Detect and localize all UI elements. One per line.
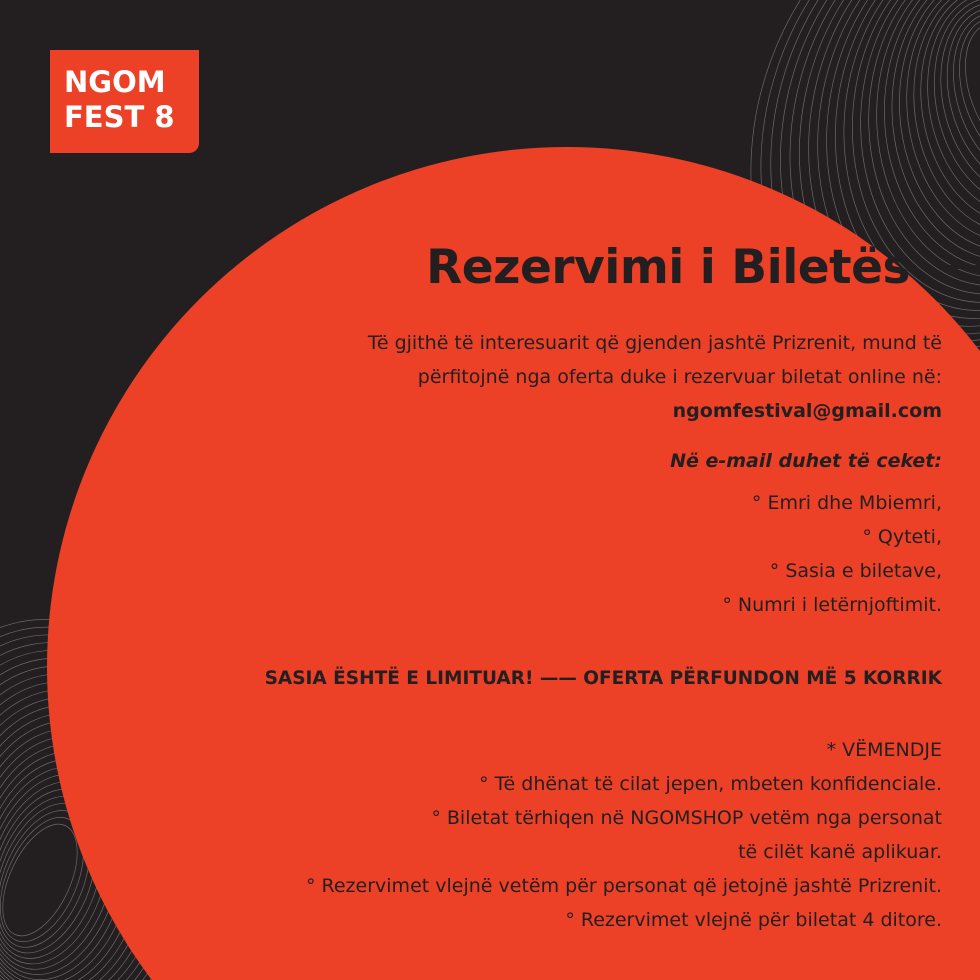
attention-block [306, 733, 942, 937]
logo-line-1: NGOM [64, 65, 166, 99]
list-item: ° Emri dhe Mbiemri, [751, 492, 942, 514]
list-item: ° Sasia e biletave, [769, 560, 942, 582]
email-note: Në e-mail duhet të ceket: [670, 450, 942, 472]
attention-line: të cilët kanë aplikuar. [738, 841, 942, 863]
attention-heading: * VËMENDJE [826, 739, 942, 761]
logo-line-2: FEST 8 [64, 100, 175, 134]
title-row [426, 232, 980, 302]
email-address: ngomfestival@gmail.com [672, 400, 942, 422]
intro-text [368, 326, 942, 428]
ngom-fest-logo [50, 50, 199, 153]
attention-line: ° Të dhënat të cilat jepen, mbeten konfidenciale. [479, 773, 942, 795]
intro-line-1: Të gjithë të interesuarit që gjenden jashtë Prizrenit, mund të [367, 332, 942, 354]
title-dash [940, 265, 980, 269]
limit-notice: SASIA ËSHTË E LIMITUAR! —— OFERTA PËRFUNDON MË 5 KORRIK [264, 668, 942, 689]
attention-line: ° Rezervimet vlejnë për biletat 4 ditore. [565, 909, 942, 931]
intro-line-2: përfitojnë nga oferta duke i rezervuar biletat online në: [417, 366, 942, 388]
required-fields-list [722, 486, 942, 622]
list-item: ° Numri i letërnjoftimit. [722, 594, 942, 616]
page-title: Rezervimi i Biletës [426, 239, 910, 295]
attention-line: ° Biletat tërhiqen në NGOMSHOP vetëm nga personat [431, 807, 942, 829]
attention-line: ° Rezervimet vlejnë vetëm për personat që jetojnë jashtë Prizrenit. [305, 875, 942, 897]
list-item: ° Qyteti, [862, 526, 942, 548]
